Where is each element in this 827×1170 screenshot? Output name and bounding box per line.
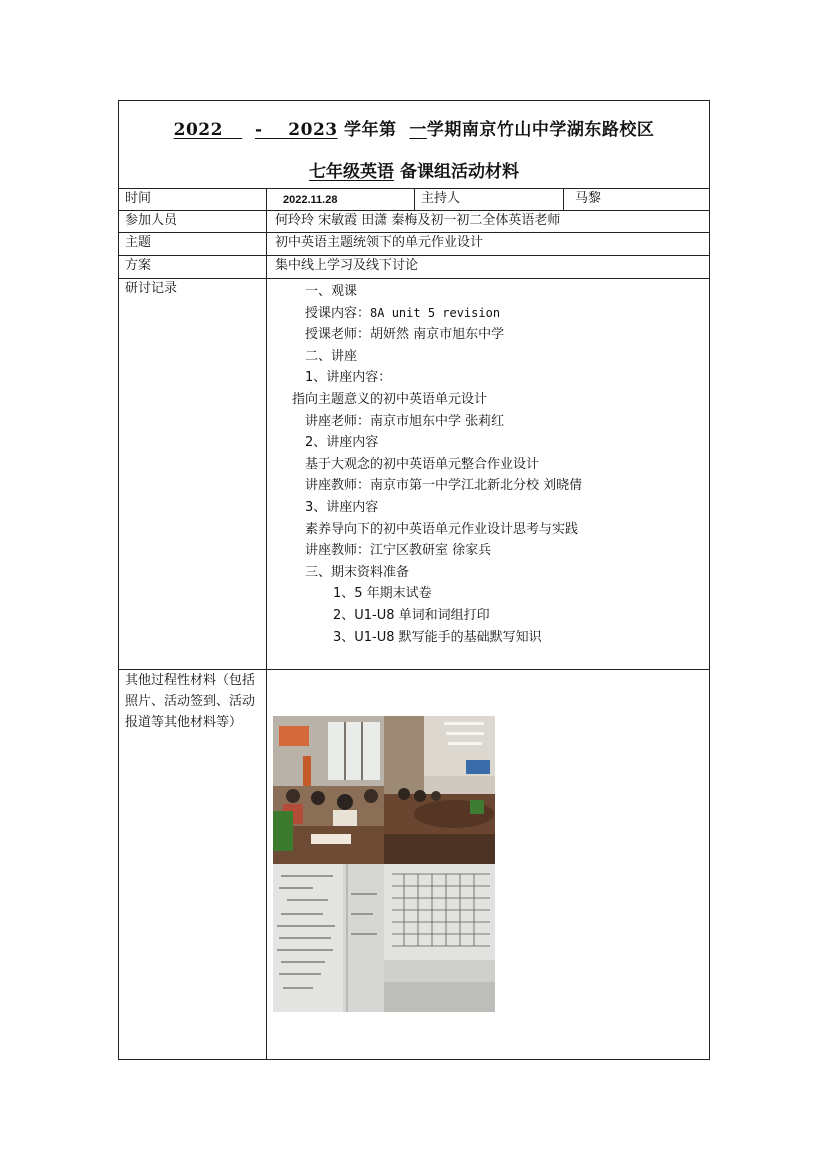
group-name: 七年级英语 (309, 162, 395, 182)
sign-in-sheet-photo-2 (384, 864, 495, 1012)
year-start: 2022 (173, 120, 223, 140)
year-gap1 (223, 120, 242, 140)
lecture3-heading: 3、讲座内容 (305, 499, 379, 515)
classroom-photo-1 (273, 716, 384, 864)
section-lecture: 二、讲座 (305, 348, 358, 364)
lesson-content-value: 8A unit 5 revision (370, 305, 501, 320)
activity-photos (273, 716, 495, 1012)
column-divider (414, 188, 415, 210)
column-divider (266, 188, 267, 1059)
lesson-content-label: 授课内容： (305, 305, 371, 321)
group-suffix: 备课组活动材料 (399, 162, 519, 182)
lecture2-heading: 2、讲座内容 (305, 435, 379, 451)
year-gap2 (263, 120, 289, 140)
semester-blank: 一 (409, 120, 427, 140)
lecture2-teacher: 讲座教师：南京市第一中学江北新北分校 刘晓倩 (305, 478, 583, 494)
lecture1-title: 指向主题意义的初中英语单元设计 (292, 391, 488, 407)
classroom-photo-2 (384, 716, 495, 864)
participants-value: 何玲玲 宋敏霞 田潇 秦梅及初一初二全体英语老师 (275, 213, 561, 228)
year-suffix: 学年第 (344, 120, 397, 140)
prep-item-2: 2、U1-U8 单词和词组打印 (333, 607, 490, 623)
plan-label: 方案 (125, 258, 152, 273)
section-observe: 一、观课 (305, 284, 358, 299)
topic-label: 主题 (125, 235, 152, 250)
form-title-line1 (119, 115, 709, 140)
prep-item-3: 3、U1-U8 默写能手的基础默写知识 (333, 629, 542, 645)
lesson-teacher: 授课老师：胡妍然 南京市旭东中学 (305, 327, 505, 343)
time-label: 时间 (125, 191, 152, 206)
prep-item-1: 1、5 年期末试卷 (333, 586, 432, 602)
plan-value: 集中线上学习及线下讨论 (275, 258, 419, 273)
host-label: 主持人 (421, 191, 461, 206)
lecture1-heading: 1、讲座内容： (305, 370, 392, 386)
lecture3-teacher: 讲座教师：江宁区教研室 徐家兵 (305, 543, 492, 559)
participants-label: 参加人员 (125, 213, 178, 228)
sign-in-sheet-photo-1 (273, 864, 384, 1012)
year-end: 2023 (288, 120, 338, 140)
form-title-line2 (119, 157, 709, 182)
time-value: 2022.11.28 (283, 194, 338, 206)
lecture3-title: 素养导向下的初中英语单元作业设计思考与实践 (305, 521, 579, 537)
other-materials-label: 其他过程性材料（包括照片、活动签到、活动报道等其他材料等） (125, 673, 256, 730)
school-name: 学期南京竹山中学湖东路校区 (426, 120, 655, 140)
column-divider (563, 188, 564, 210)
topic-value: 初中英语主题统领下的单元作业设计 (275, 235, 484, 250)
host-value: 马黎 (575, 191, 602, 206)
record-content (275, 281, 582, 648)
lesson-content (275, 303, 582, 325)
lecture1-teacher: 讲座老师：南京市旭东中学 张莉红 (305, 413, 505, 429)
form-title-block (119, 101, 709, 188)
section-final-prep: 三、期末资料准备 (305, 564, 410, 580)
record-label: 研讨记录 (125, 281, 178, 296)
lecture2-title: 基于大观念的初中英语单元整合作业设计 (305, 456, 540, 472)
row-divider (119, 278, 709, 279)
year-dash: - (255, 120, 263, 140)
activity-form (118, 100, 710, 1060)
